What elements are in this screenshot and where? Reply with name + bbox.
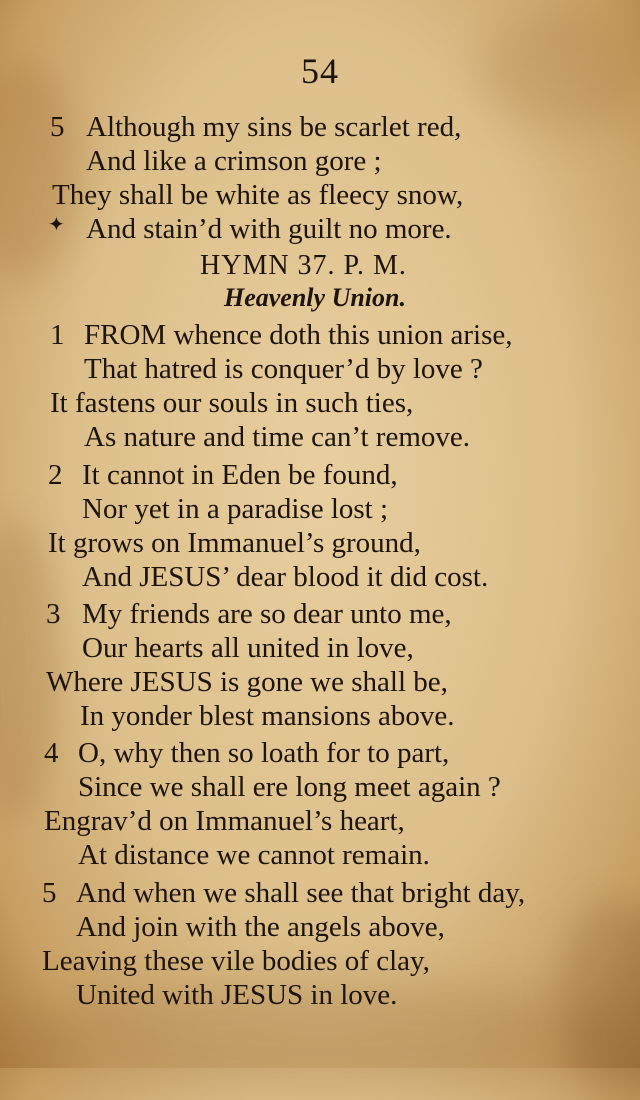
verse-line: And like a crimson gore ; (86, 145, 382, 177)
verse-line: They shall be white as fleecy snow, (52, 179, 464, 211)
verse-number: 5 (50, 111, 65, 143)
hymn-title: HYMN 37. P. M. (200, 250, 407, 281)
verse-line: Since we shall ere long meet again ? (78, 771, 501, 803)
verse-line: United with JESUS in love. (76, 979, 398, 1011)
printer-ornament-icon: ✦ (48, 214, 65, 236)
verse-line: It cannot in Eden be found, (82, 459, 398, 491)
verse-line: My friends are so dear unto me, (82, 598, 452, 630)
verse-number: 4 (44, 737, 59, 769)
verse-line: Although my sins be scarlet red, (86, 111, 462, 143)
verse-line: In yonder blest mansions above. (80, 700, 455, 732)
verse-number: 1 (50, 319, 65, 351)
verse-line: And stain’d with guilt no more. (86, 213, 452, 245)
verse-line: Where JESUS is gone we shall be, (46, 666, 448, 698)
verse-line: FROM whence doth this union arise, (84, 319, 513, 351)
verse-line: Our hearts all united in love, (82, 632, 414, 664)
page-number: 54 (301, 51, 339, 91)
verse-number: 3 (46, 598, 61, 630)
verse-line: Nor yet in a paradise lost ; (82, 493, 389, 525)
verse-line: That hatred is conquer’d by love ? (84, 353, 483, 385)
verse-line: As nature and time can’t remove. (84, 421, 470, 453)
verse-line: It fastens our souls in such ties, (50, 387, 414, 419)
hymn-subtitle: Heavenly Union. (224, 283, 406, 312)
verse-number: 2 (48, 459, 63, 491)
verse-line: It grows on Immanuel’s ground, (48, 527, 421, 559)
verse-line: Leaving these vile bodies of clay, (42, 945, 430, 977)
verse-line: And when we shall see that bright day, (76, 877, 526, 909)
verse-line: Engrav’d on Immanuel’s heart, (44, 805, 405, 837)
verse-line: And JESUS’ dear blood it did cost. (82, 561, 489, 593)
verse-number: 5 (42, 877, 57, 909)
verse-line: At distance we cannot remain. (78, 839, 430, 871)
verse-line: O, why then so loath for to part, (78, 737, 450, 769)
verse-line: And join with the angels above, (76, 911, 445, 943)
